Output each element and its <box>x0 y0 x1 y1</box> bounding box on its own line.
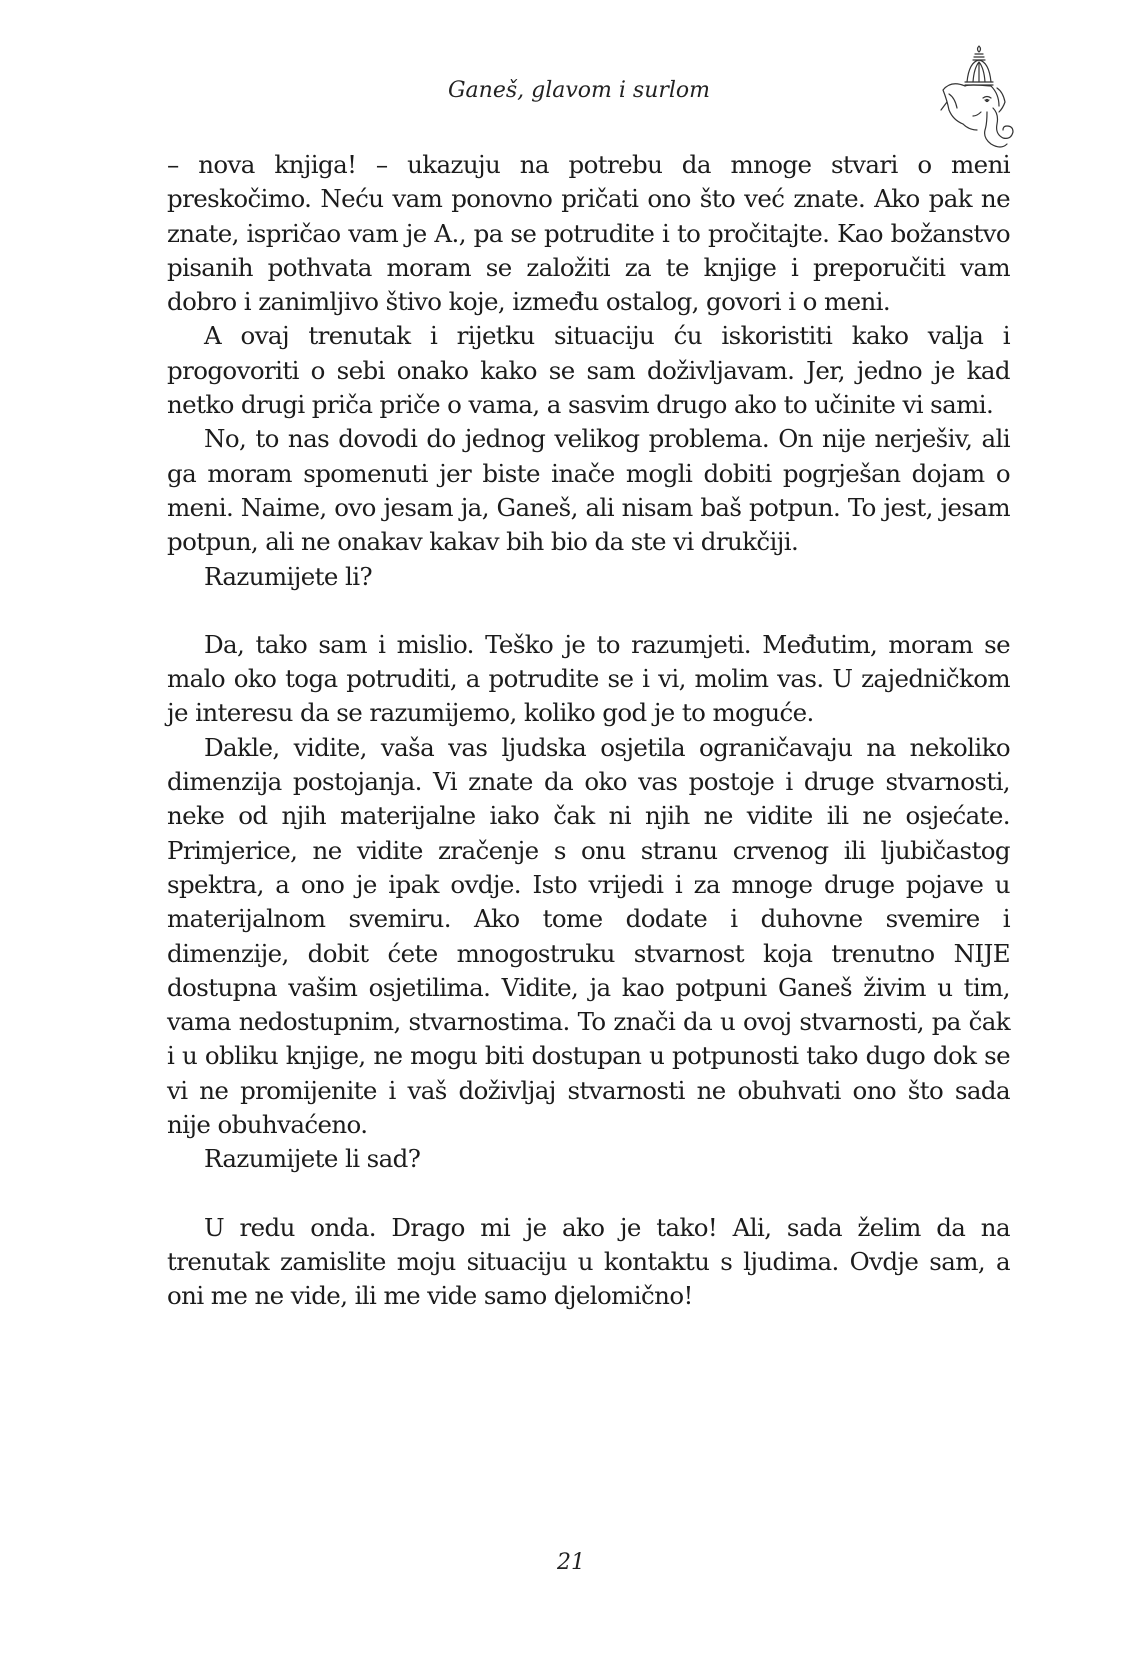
paragraph: Da, tako sam i mislio. Teško je to razumjeti. Međutim, moram se malo oko toga potruditi, a potrudite se i vi, molim vas. U zajedničkom je interesu da se razumijemo, koliko god je to moguće. <box>167 629 1010 728</box>
page-number: 21 <box>557 1550 585 1575</box>
running-head-title: Ganeš, glavom i surlom <box>447 78 711 103</box>
paragraph: – nova knjiga! – ukazuju na potrebu da mnoge stvari o meni preskočimo. Neću vam ponovno pričati ono što već znate. Ako pak ne znate, ispričao vam je A., pa se potrudite i to pročitajte. Kao božanstvo pisanih pothvata moram se založiti za te knjige i preporučiti vam dobro i zanimljivo štivo koje, između ostalog, govori i o meni. <box>167 150 1010 317</box>
paragraph: No, to nas dovodi do jednog velikog problema. On nije nerješiv, ali ga moram spomenuti jer biste inače mogli dobiti pogrješan dojam o meni. Naime, ovo jesam ja, Ganeš, ali nisam baš potpun. To jest, jesam potpun, ali ne onakav kakav bih bio da ste vi drukčiji. <box>167 424 1010 557</box>
paragraph: Dakle, vidite, vaša vas ljudska osjetila ograničavaju na nekoliko dimenzija postojanja. Vi znate da oko vas postoje i druge stvarnosti, neke od njih materijalne iako čak ni njih ne vidite ili ne osjećate. Primjerice, ne vidite zračenje s onu stranu crvenog ili ljubičastog spektra, a ono je ipak ovdje. Isto vrijedi i za mnoge druge pojave u materijalnom svemiru. Ako tome dodate i duhovne svemire i dimenzije, dobit ćete mnogostruku stvarnost koja trenutno NIJE dostupna vašim osjetilima. Vidite, ja kao potpuni Ganeš živim u tim, vama nedostupnim, stvarnostima. To znači da u ovoj stvarnosti, pa čak i u obliku knjige, ne mogu biti dostupan u potpunosti tako dugo dok se vi ne promijenite i vaš doživljaj stvarnosti ne obuhvati ono što sada nije obuhvaćeno. <box>167 732 1010 1140</box>
ganesha-icon <box>935 42 1015 150</box>
body-text <box>167 148 1010 1314</box>
paragraph: A ovaj trenutak i rijetku situaciju ću iskoristiti kako valja i progovoriti o sebi onako kako se sam doživljavam. Jer, jedno je kad netko drugi priča priče o vama, a sasvim drugo ako to učinite vi sami. <box>167 321 1010 420</box>
paragraph-question: Razumijete li sad? <box>204 1144 421 1174</box>
paragraph: U redu onda. Drago mi je ako je tako! Ali, sada želim da na trenutak zamislite moju situaciju u kontaktu s ljudima. Ovdje sam, a oni me ne vide, ili me vide samo djelomično! <box>167 1212 1010 1311</box>
paragraph-question: Razumijete li? <box>204 561 373 591</box>
